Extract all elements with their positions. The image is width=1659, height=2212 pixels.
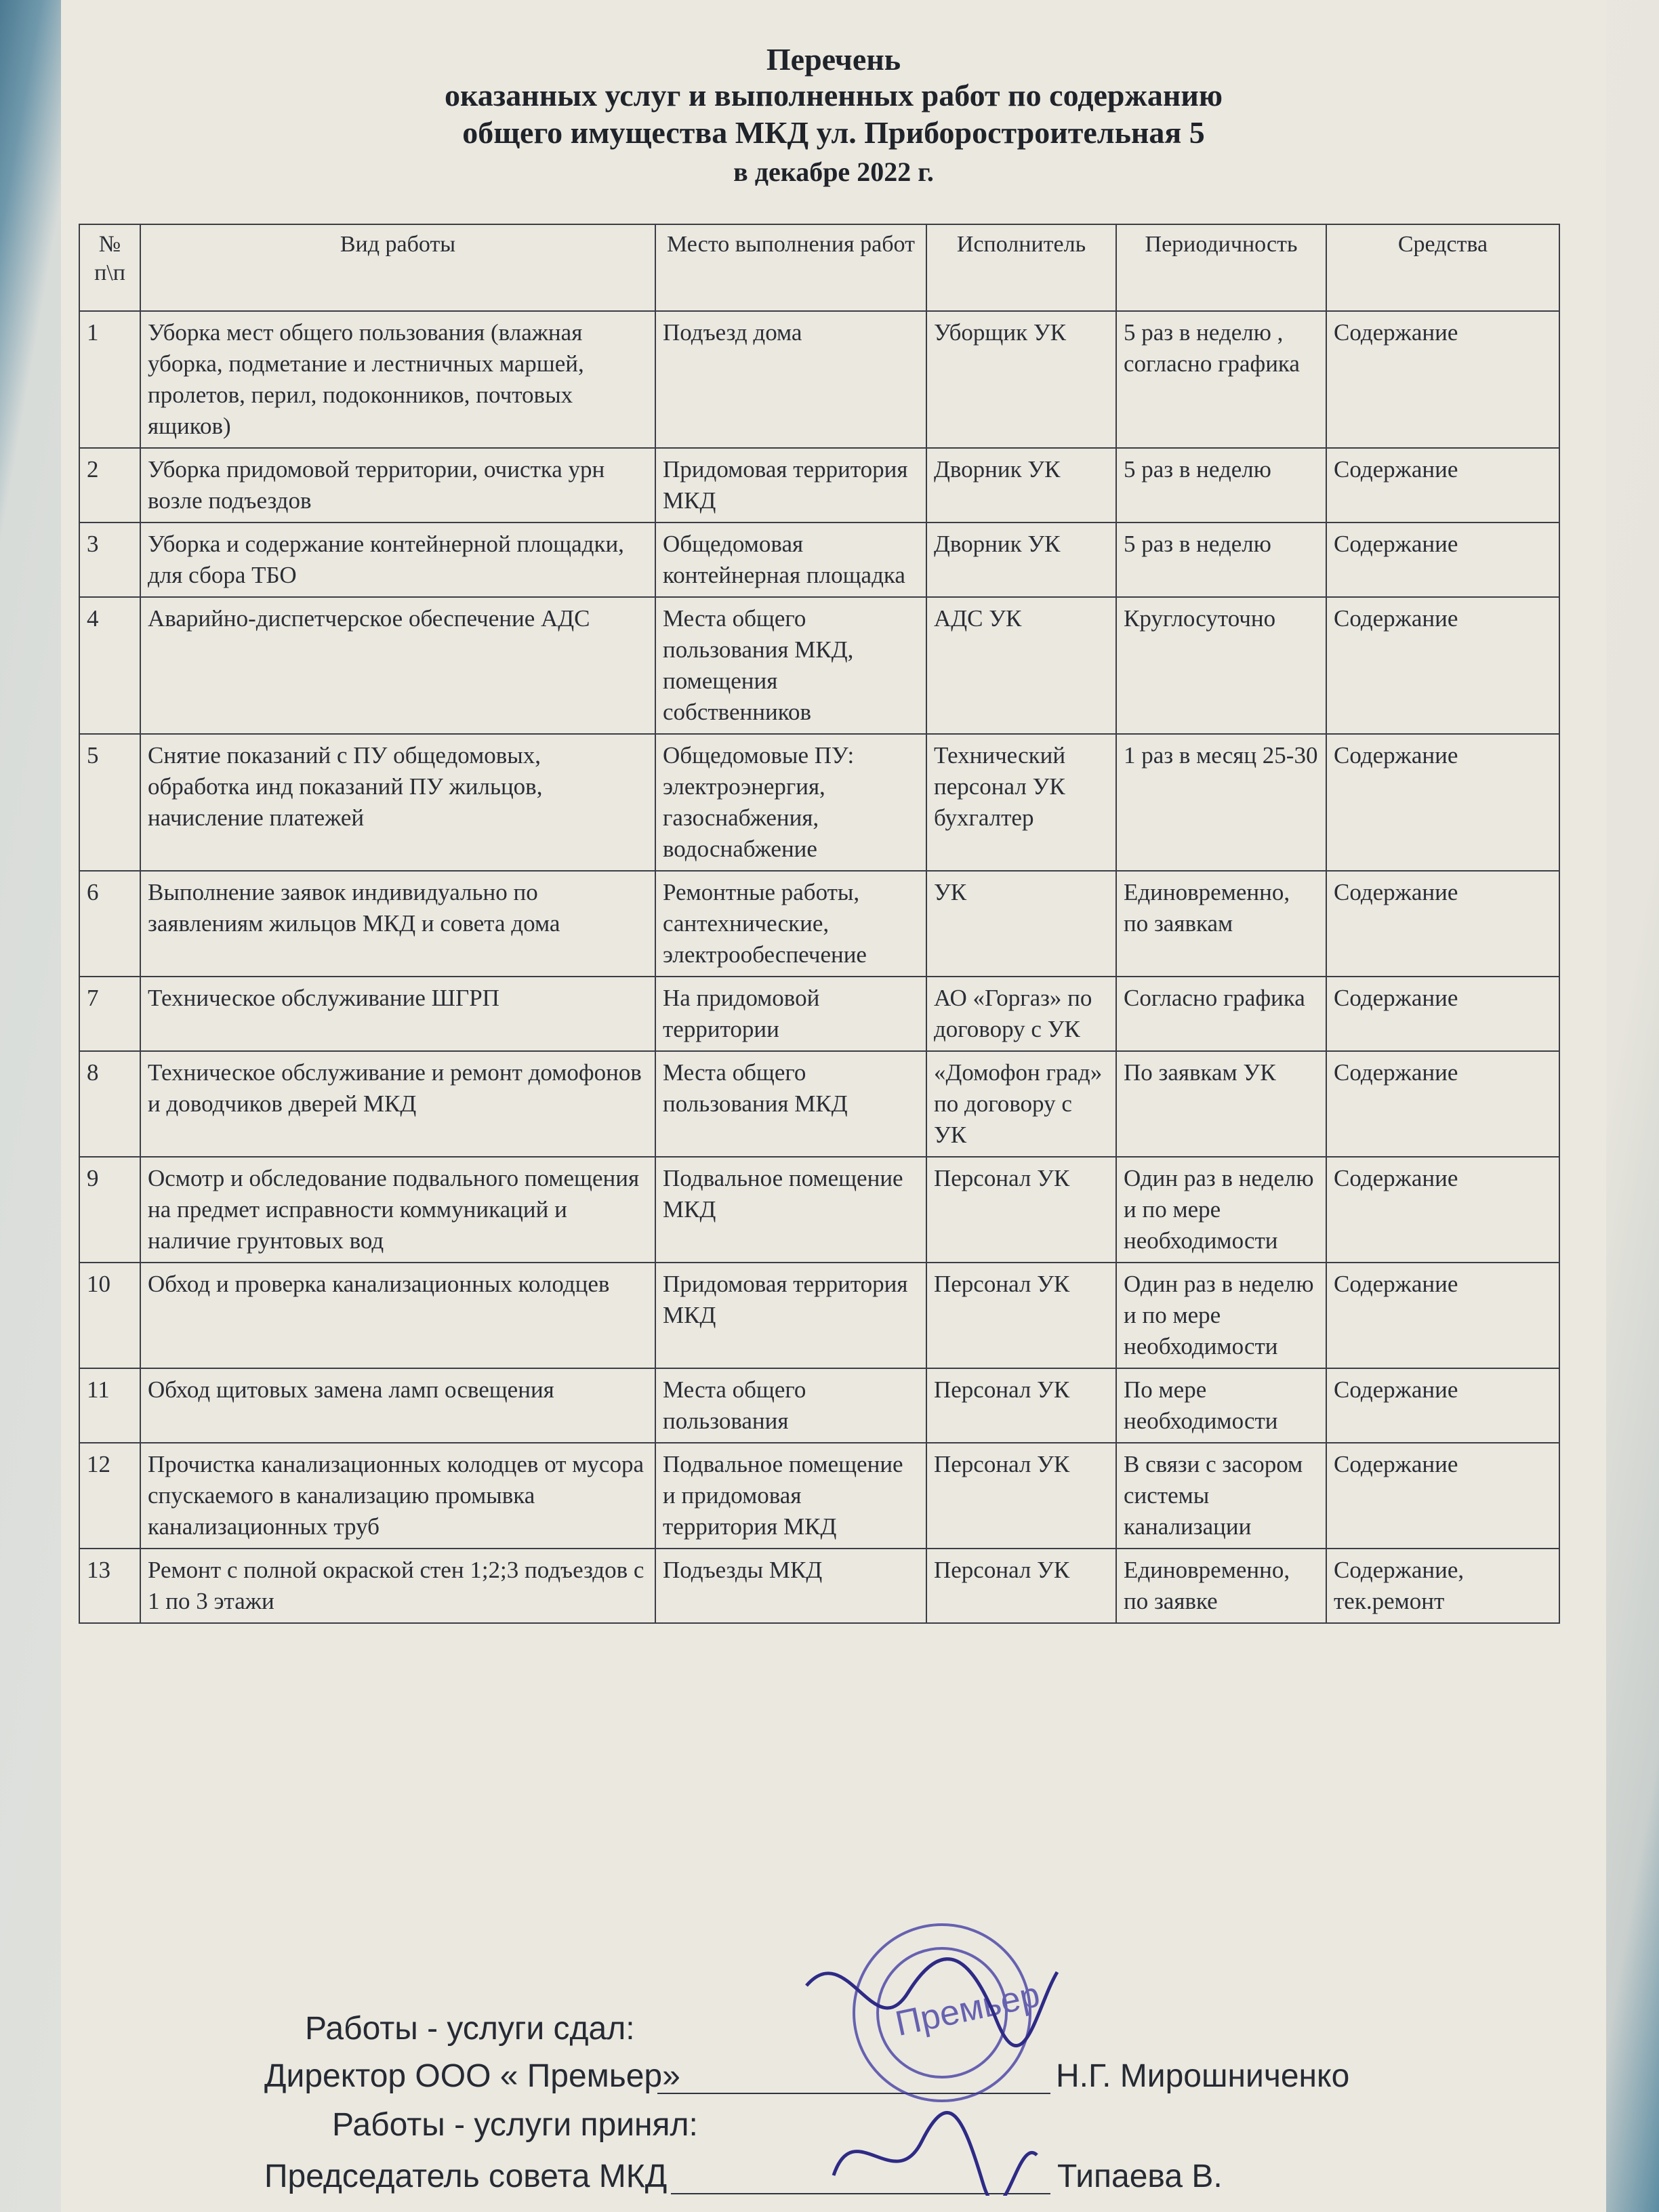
cell-executor: Персонал УК: [926, 1263, 1116, 1368]
director-role: Директор ООО « Премьер»: [264, 2058, 680, 2094]
table-row: [79, 597, 1559, 734]
cell-executor: Дворник УК: [926, 448, 1116, 523]
cell-num: 6: [79, 871, 140, 977]
table-row: [79, 871, 1559, 977]
cell-period: 5 раз в неделю: [1116, 448, 1326, 523]
cell-executor: Уборщик УК: [926, 311, 1116, 448]
cell-work: Уборка придомовой территории, очистка урн возле подъездов: [140, 448, 655, 523]
cell-executor: УК: [926, 871, 1116, 977]
cell-place: Места общего пользования МКД: [655, 1051, 926, 1157]
table-row: [79, 1368, 1559, 1443]
cell-num: 11: [79, 1368, 140, 1443]
cell-executor: Дворник УК: [926, 523, 1116, 597]
cell-num: 10: [79, 1263, 140, 1368]
col-header-funds: Средства: [1326, 224, 1559, 311]
table-row: [79, 734, 1559, 871]
cell-work: Техническое обслуживание и ремонт домофонов и доводчиков дверей МКД: [140, 1051, 655, 1157]
cell-num: 5: [79, 734, 140, 871]
cell-funds: Содержание, тек.ремонт: [1326, 1549, 1559, 1623]
cell-funds: Содержание: [1326, 734, 1559, 871]
cell-funds: Содержание: [1326, 311, 1559, 448]
chair-signature-scribble: [834, 2112, 1037, 2196]
cell-funds: Содержание: [1326, 1368, 1559, 1443]
cell-funds: Содержание: [1326, 977, 1559, 1051]
cell-executor: «Домофон град» по договору с УК: [926, 1051, 1116, 1157]
chair-name: Типаева В.: [1057, 2158, 1223, 2194]
cell-place: Места общего пользования МКД, помещения собственников: [655, 597, 926, 734]
cell-period: Единовременно, по заявке: [1116, 1549, 1326, 1623]
table-row: [79, 311, 1559, 448]
cell-executor: Персонал УК: [926, 1157, 1116, 1263]
cell-executor: Персонал УК: [926, 1549, 1116, 1623]
cell-period: 1 раз в месяц 25-30: [1116, 734, 1326, 871]
accepted-label: Работы - услуги принял:: [332, 2107, 698, 2143]
col-header-work: Вид работы: [140, 224, 655, 311]
stamp-seal: [854, 1925, 1043, 2101]
cell-period: Один раз в неделю и по мере необходимости: [1116, 1263, 1326, 1368]
cell-period: По мере необходимости: [1116, 1368, 1326, 1443]
table-row: [79, 977, 1559, 1051]
document-sheet: [61, 0, 1606, 2212]
cell-place: Подвальное помещение и придомовая территория МКД: [655, 1443, 926, 1549]
col-header-executor: Исполнитель: [926, 224, 1116, 311]
cell-num: 9: [79, 1157, 140, 1263]
col-header-place: Место выполнения работ: [655, 224, 926, 311]
cell-place: Общедомовая контейнерная площадка: [655, 523, 926, 597]
cell-period: Круглосуточно: [1116, 597, 1326, 734]
stamp-label: Премьер: [892, 1975, 1044, 2044]
cell-period: Один раз в неделю и по мере необходимости: [1116, 1157, 1326, 1263]
cell-place: На придомовой территории: [655, 977, 926, 1051]
cell-num: 8: [79, 1051, 140, 1157]
cell-work: Аварийно-диспетчерское обеспечение АДС: [140, 597, 655, 734]
cell-place: Ремонтные работы, сантехнические, электрообеспечение: [655, 871, 926, 977]
cell-place: Подвальное помещение МКД: [655, 1157, 926, 1263]
cell-executor: АДС УК: [926, 597, 1116, 734]
works-table: [79, 224, 1560, 1624]
cell-period: 5 раз в неделю , согласно графика: [1116, 311, 1326, 448]
table-row: [79, 523, 1559, 597]
chair-role: Председатель совета МКД: [264, 2158, 668, 2194]
document-subtitle-2: общего имущества МКД ул. Приборостроительная 5: [462, 115, 1205, 150]
cell-work: Техническое обслуживание ШГРП: [140, 977, 655, 1051]
cell-period: По заявкам УК: [1116, 1051, 1326, 1157]
cell-funds: Содержание: [1326, 1443, 1559, 1549]
cell-work: Ремонт с полной окраской стен 1;2;3 подъездов с 1 по 3 этажи: [140, 1549, 655, 1623]
cell-work: Обход щитовых замена ламп освещения: [140, 1368, 655, 1443]
cell-work: Прочистка канализационных колодцев от мусора спускаемого в канализацию промывка канализационных труб: [140, 1443, 655, 1549]
cell-place: Подъезды МКД: [655, 1549, 926, 1623]
cell-num: 1: [79, 311, 140, 448]
cell-num: 7: [79, 977, 140, 1051]
cell-period: 5 раз в неделю: [1116, 523, 1326, 597]
handed-over-label: Работы - услуги сдал:: [305, 2011, 635, 2047]
cell-num: 4: [79, 597, 140, 734]
table-row: [79, 1157, 1559, 1263]
document-subtitle-1: оказанных услуг и выполненных работ по содержанию: [444, 78, 1223, 112]
col-header-num: № п\п: [79, 224, 140, 311]
cell-funds: Содержание: [1326, 597, 1559, 734]
cell-funds: Содержание: [1326, 871, 1559, 977]
cell-funds: Содержание: [1326, 448, 1559, 523]
cell-work: Выполнение заявок индивидуально по заявлениям жильцов МКД и совета дома: [140, 871, 655, 977]
cell-work: Обход и проверка канализационных колодцев: [140, 1263, 655, 1368]
cell-funds: Содержание: [1326, 1263, 1559, 1368]
document-title: Перечень: [766, 42, 901, 77]
table-row: [79, 1051, 1559, 1157]
cell-num: 13: [79, 1549, 140, 1623]
cell-num: 2: [79, 448, 140, 523]
cell-funds: Содержание: [1326, 1157, 1559, 1263]
cell-funds: Содержание: [1326, 1051, 1559, 1157]
table-row: [79, 448, 1559, 523]
cell-executor: Технический персонал УК бухгалтер: [926, 734, 1116, 871]
cell-work: Снятие показаний с ПУ общедомовых, обработка инд показаний ПУ жильцов, начисление платежей: [140, 734, 655, 871]
cell-num: 3: [79, 523, 140, 597]
table-row: [79, 1443, 1559, 1549]
cell-executor: Персонал УК: [926, 1443, 1116, 1549]
table-row: [79, 1549, 1559, 1623]
cell-executor: Персонал УК: [926, 1368, 1116, 1443]
cell-funds: Содержание: [1326, 523, 1559, 597]
cell-place: Места общего пользования: [655, 1368, 926, 1443]
cell-period: Согласно графика: [1116, 977, 1326, 1051]
cell-work: Уборка мест общего пользования (влажная уборка, подметание и лестничных маршей, пролетов, перил, подоконников, почтовых ящиков): [140, 311, 655, 448]
cell-executor: АО «Горгаз» по договору с УК: [926, 977, 1116, 1051]
cell-num: 12: [79, 1443, 140, 1549]
cell-work: Осмотр и обследование подвального помещения на предмет исправности коммуникаций и наличие грунтовых вод: [140, 1157, 655, 1263]
cell-work: Уборка и содержание контейнерной площадки, для сбора ТБО: [140, 523, 655, 597]
cell-period: Единовременно, по заявкам: [1116, 871, 1326, 977]
table-row: [79, 1263, 1559, 1368]
col-header-period: Периодичность: [1116, 224, 1326, 311]
company-stamp: [793, 1911, 1064, 2196]
cell-period: В связи с засором системы канализации: [1116, 1443, 1326, 1549]
table-body: [79, 311, 1559, 1623]
cell-place: Подъезд дома: [655, 311, 926, 448]
cell-place: Общедомовые ПУ: электроэнергия, газоснабжения, водоснабжение: [655, 734, 926, 871]
cell-place: Придомовая территория МКД: [655, 1263, 926, 1368]
director-name: Н.Г. Мирошниченко: [1056, 2058, 1350, 2094]
cell-place: Придомовая территория МКД: [655, 448, 926, 523]
document-period: в декабре 2022 г.: [733, 157, 934, 187]
table-header-row: [79, 224, 1559, 311]
